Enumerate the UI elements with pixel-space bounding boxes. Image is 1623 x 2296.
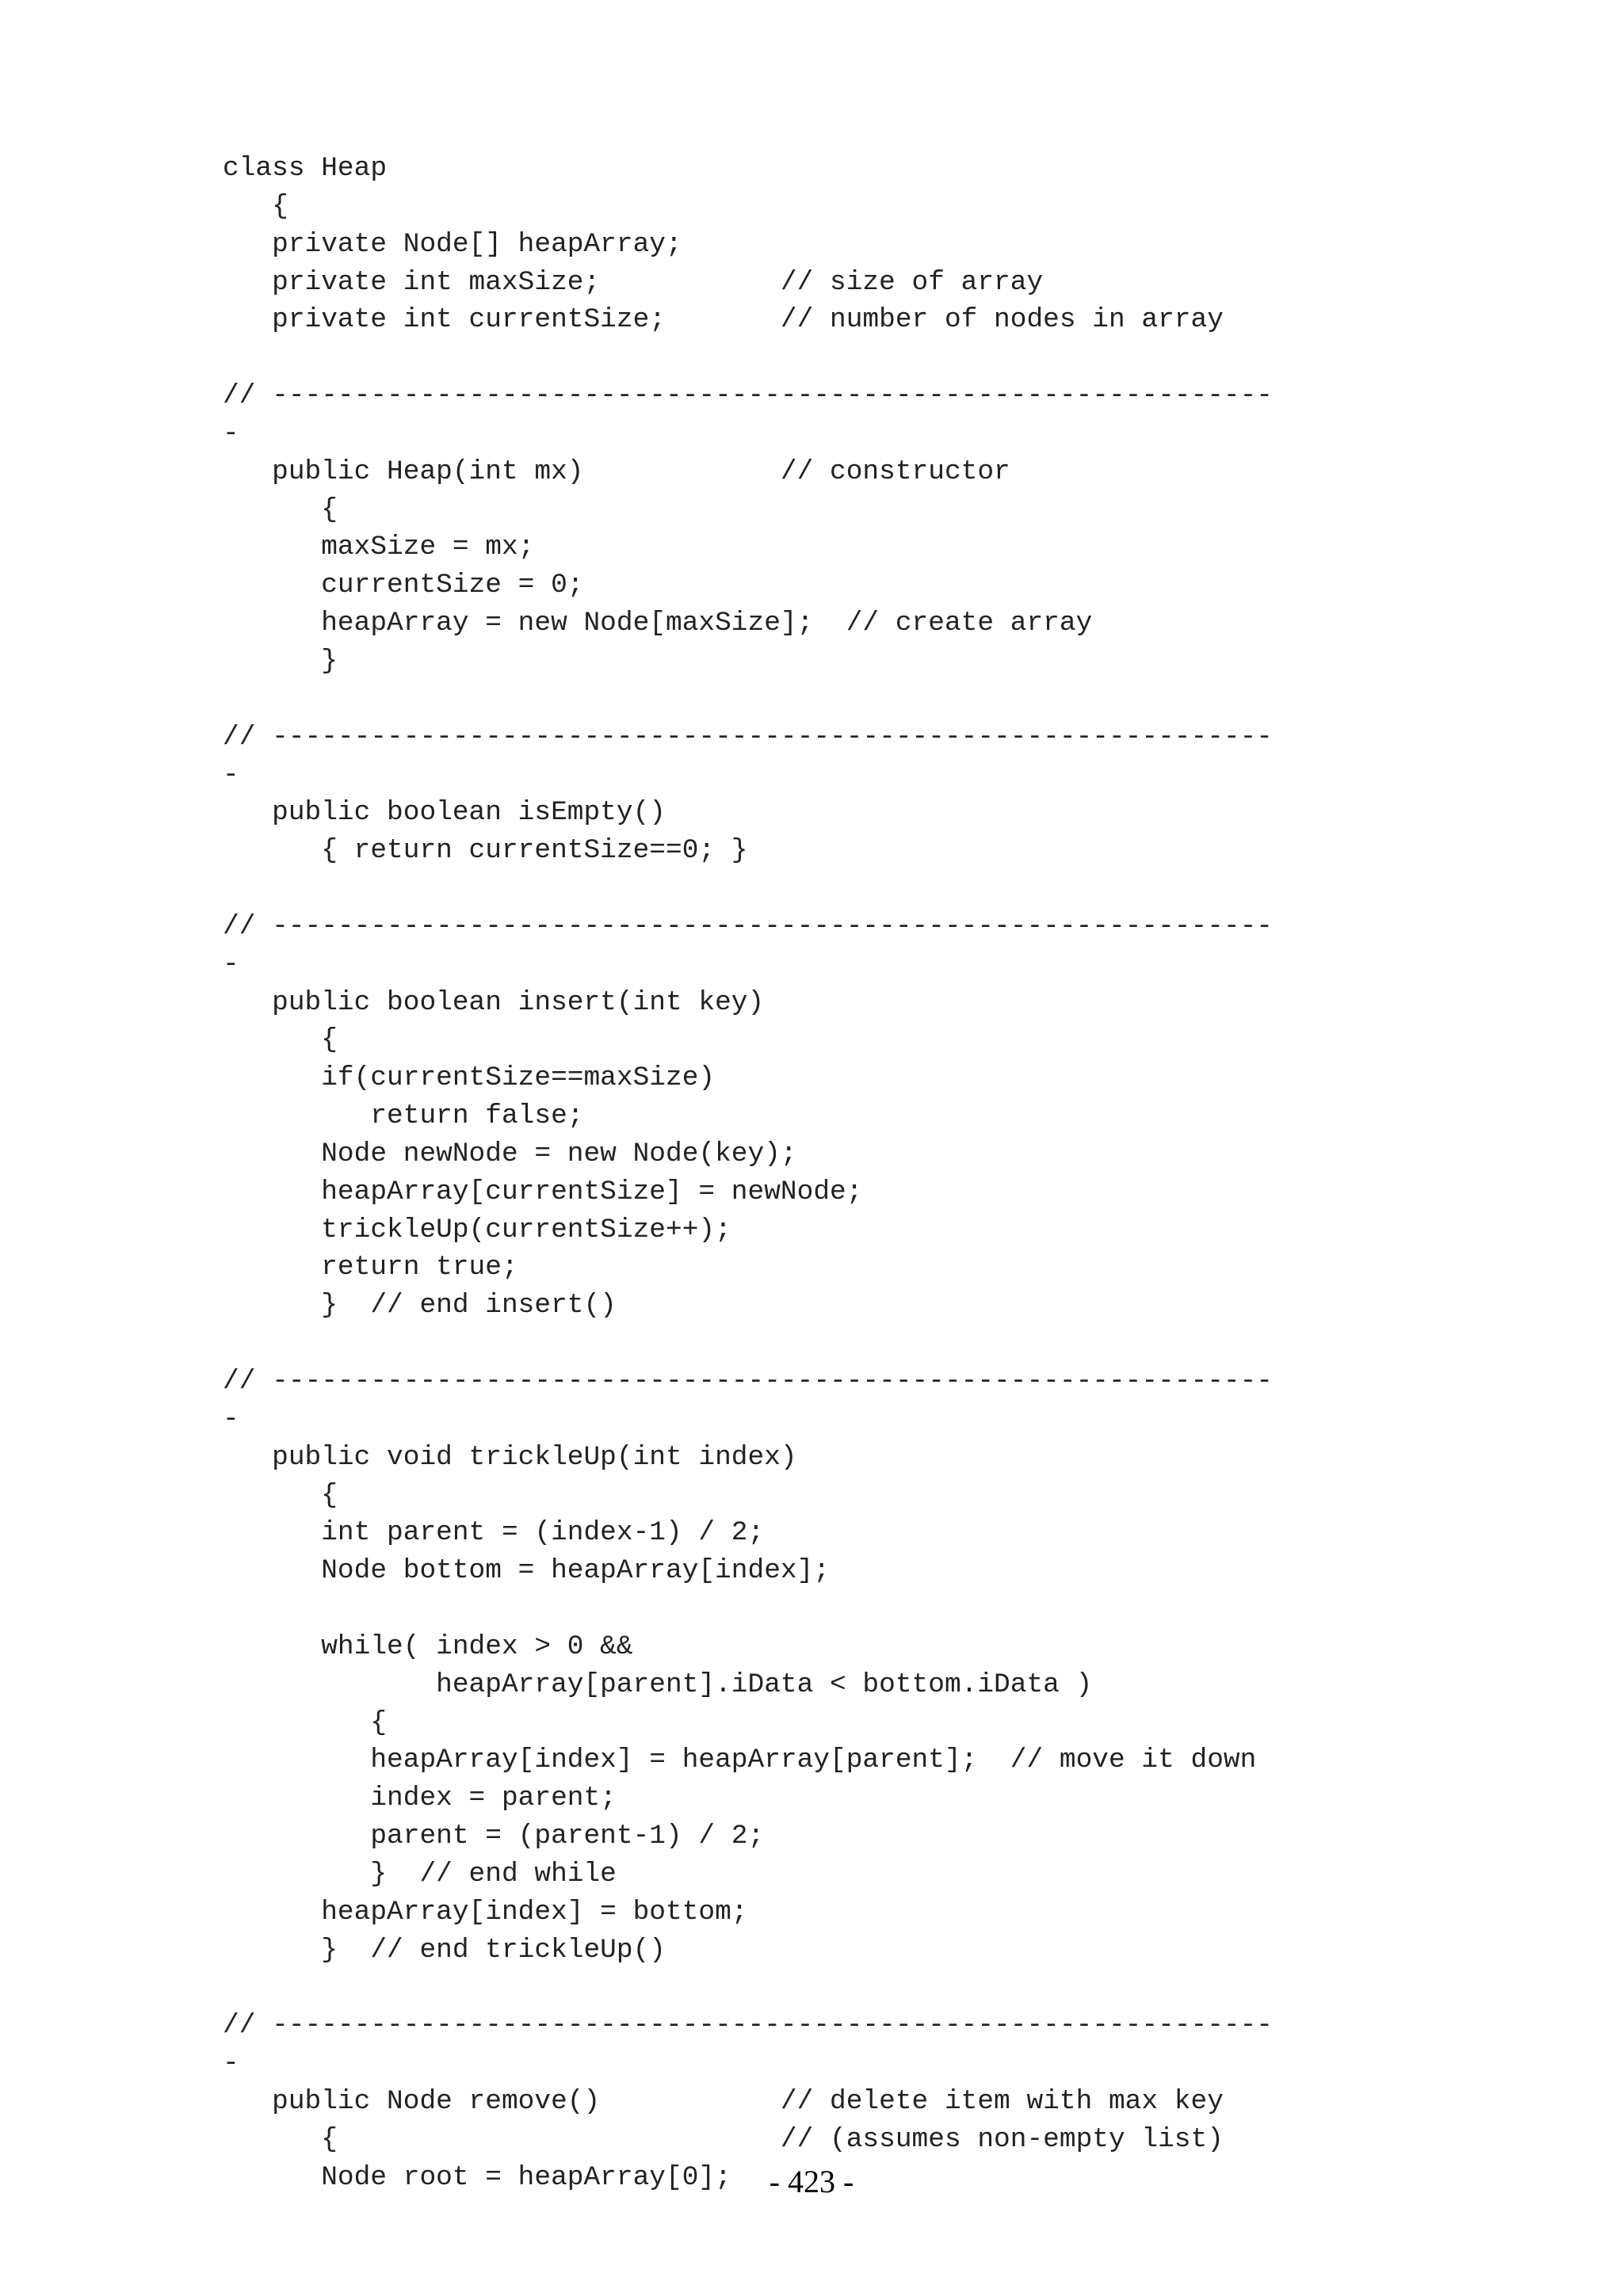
code-line: class Heap [223, 153, 388, 184]
code-line: } [223, 645, 338, 677]
code-line: index = parent; [223, 1783, 617, 1814]
code-line: // ------------------------------------------------------------- [223, 380, 1274, 412]
code-line [223, 339, 1273, 377]
code-line: - [223, 1403, 239, 1435]
code-line: // ------------------------------------------------------------- [223, 721, 1274, 753]
code-line: while( index > 0 && [223, 1630, 633, 1662]
code-line: parent = (parent-1) / 2; [223, 1821, 765, 1852]
code-line: public Node remove() // delete item with max key [223, 2086, 1224, 2118]
code-line: - [223, 759, 239, 791]
code-line: return false; [223, 1100, 584, 1132]
code-line: - [223, 948, 239, 980]
code-line: { [223, 1707, 388, 1738]
code-line [223, 1970, 1273, 2008]
code-line: { // (assumes non-empty list) [223, 2123, 1224, 2155]
code-line: // ------------------------------------------------------------- [223, 910, 1274, 942]
code-line: } // end insert() [223, 1290, 617, 1322]
code-line: private int currentSize; // number of nodes in array [223, 304, 1224, 336]
code-line: { [223, 1024, 338, 1056]
code-line: int parent = (index-1) / 2; [223, 1517, 765, 1549]
code-line [223, 681, 1273, 719]
page-number: - 423 - [769, 2164, 854, 2199]
code-line: private Node[] heapArray; [223, 228, 682, 260]
code-line: trickleUp(currentSize++); [223, 1214, 731, 1245]
code-line: { [223, 190, 288, 222]
code-line [223, 1590, 1273, 1628]
code-line: - [223, 2048, 239, 2080]
code-line: heapArray[index] = bottom; [223, 1896, 748, 1928]
code-listing [223, 150, 1273, 2197]
code-line: } // end trickleUp() [223, 1934, 666, 1966]
code-line: Node newNode = new Node(key); [223, 1138, 797, 1169]
code-line: { [223, 1479, 338, 1511]
code-line: maxSize = mx; [223, 532, 535, 563]
code-line: { [223, 494, 338, 525]
code-line: // ------------------------------------------------------------- [223, 1366, 1274, 1397]
code-line: } // end while [223, 1858, 617, 1890]
code-line: currentSize = 0; [223, 570, 584, 601]
code-line: heapArray[index] = heapArray[parent]; // move it down [223, 1745, 1257, 1776]
code-line [223, 1325, 1273, 1363]
code-line: private int maxSize; // size of array [223, 266, 1044, 298]
code-line: public Heap(int mx) // constructor [223, 456, 1010, 487]
code-line: Node bottom = heapArray[index]; [223, 1555, 831, 1587]
code-line: public boolean isEmpty() [223, 797, 666, 829]
code-line: Node root = heapArray[0]; [223, 2161, 731, 2193]
code-line: // ------------------------------------------------------------- [223, 2010, 1274, 2042]
code-line: { return currentSize==0; } [223, 835, 748, 867]
code-line: return true; [223, 1252, 518, 1283]
code-line: public void trickleUp(int index) [223, 1441, 797, 1473]
code-line: if(currentSize==maxSize) [223, 1062, 716, 1094]
code-line: - [223, 418, 239, 449]
code-line: heapArray = new Node[maxSize]; // create array [223, 608, 1093, 639]
code-line [223, 870, 1273, 908]
code-line: heapArray[parent].iData < bottom.iData ) [223, 1669, 1093, 1700]
code-line: public boolean insert(int key) [223, 986, 765, 1018]
code-line: heapArray[currentSize] = newNode; [223, 1176, 863, 1207]
